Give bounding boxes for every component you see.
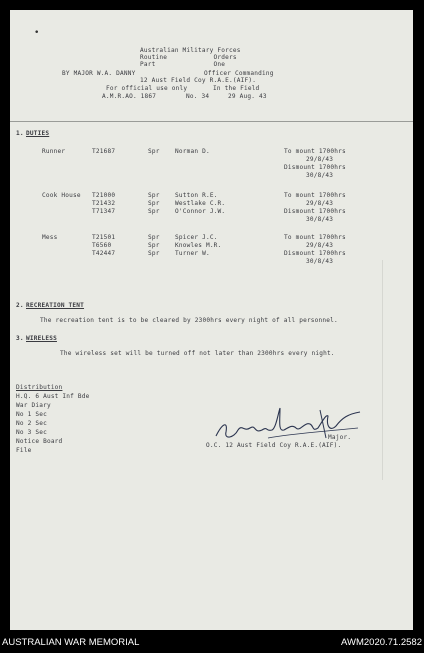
duty-note: To mount 1700hrs xyxy=(284,192,346,199)
footer-archive-name: AUSTRALIAN WAR MEMORIAL xyxy=(2,637,140,648)
duty-note: Dismount 1700hrs xyxy=(284,164,346,171)
signature-title: O.C. 12 Aust Field Coy R.A.E.(AIF). xyxy=(206,442,342,449)
duty-note: 30/8/43 xyxy=(306,216,334,223)
duty-note: Dismount 1700hrs xyxy=(284,208,346,215)
duty-rank: Spr xyxy=(148,148,160,155)
header-no: No. 34 xyxy=(186,93,210,100)
duty-rank: Spr xyxy=(148,234,160,241)
header-official: For official use only xyxy=(106,85,188,92)
header-date: 29 Aug. 43 xyxy=(228,93,267,100)
paper-crease xyxy=(382,260,383,480)
header-line-2: Routine Orders xyxy=(140,54,237,61)
duty-person: Sutton R.E. xyxy=(175,192,218,199)
duty-num: T6560 xyxy=(92,242,112,249)
duty-num: T21687 xyxy=(92,148,116,155)
header-unit: 12 Aust Field Coy R.A.E.(AIF). xyxy=(140,77,257,84)
duty-num: T71347 xyxy=(92,208,116,215)
duty-person: Norman D. xyxy=(175,148,210,155)
header-officer: Officer Commanding xyxy=(204,70,274,77)
duty-group-mess: Mess xyxy=(42,234,58,241)
duty-rank: Spr xyxy=(148,242,160,249)
distribution-item: No 2 Sec xyxy=(16,420,47,427)
divider-top xyxy=(10,121,413,122)
section-2-num: 2. xyxy=(16,302,24,309)
distribution-item: War Diary xyxy=(16,402,51,409)
hole-punch-mark: • xyxy=(34,28,40,38)
duties-heading: DUTIES xyxy=(26,130,50,137)
duty-rank: Spr xyxy=(148,192,160,199)
duty-person: Knowles M.R. xyxy=(175,242,222,249)
duty-num: T42447 xyxy=(92,250,116,257)
distribution-item: No 1 Sec xyxy=(16,411,47,418)
duty-group-runner: Runner xyxy=(42,148,66,155)
footer-accession-number: AWM2020.71.2582 xyxy=(341,637,422,648)
duty-num: T21501 xyxy=(92,234,116,241)
section-3-text: The wireless set will be turned off not later than 2300hrs every night. xyxy=(60,350,335,357)
duty-rank: Spr xyxy=(148,200,160,207)
duty-note: 29/8/43 xyxy=(306,156,334,163)
duty-note: 29/8/43 xyxy=(306,200,334,207)
header-line-1: Australian Military Forces xyxy=(140,47,241,54)
distribution-heading: Distribution xyxy=(16,384,63,391)
duty-note: 30/8/43 xyxy=(306,172,334,179)
duty-group-cook-house: Cook House xyxy=(42,192,81,199)
duty-note: 30/8/43 xyxy=(306,258,334,265)
distribution-item: File xyxy=(16,447,32,454)
duty-person: Turner W. xyxy=(175,250,210,257)
duty-note: Dismount 1700hrs xyxy=(284,250,346,257)
signature-rank: Major. xyxy=(328,434,352,441)
duty-note: 29/8/43 xyxy=(306,242,334,249)
header-ref: A.M.R.AO. 1867 xyxy=(102,93,157,100)
section-2-text: The recreation tent is to be cleared by 2300hrs every night of all personnel. xyxy=(40,317,338,324)
duty-person: Spicer J.C. xyxy=(175,234,218,241)
duty-person: Westlake C.R. xyxy=(175,200,226,207)
header-field: In the Field xyxy=(213,85,260,92)
section-2-heading: RECREATION TENT xyxy=(26,302,85,309)
section-3-heading: WIRELESS xyxy=(26,335,57,342)
distribution-item: Notice Board xyxy=(16,438,63,445)
duty-rank: Spr xyxy=(148,208,160,215)
header-by-line: BY MAJOR W.A. DANNY xyxy=(62,70,136,77)
section-3-num: 3. xyxy=(16,335,24,342)
duty-person: O'Connor J.W. xyxy=(175,208,226,215)
duty-num: T21000 xyxy=(92,192,116,199)
duties-num: 1. xyxy=(16,130,24,137)
duty-num: T21432 xyxy=(92,200,116,207)
distribution-item: H.Q. 6 Aust Inf Bde xyxy=(16,393,90,400)
duty-note: To mount 1700hrs xyxy=(284,234,346,241)
document-page xyxy=(10,10,413,630)
header-line-3: Part One xyxy=(140,61,226,68)
distribution-item: No 3 Sec xyxy=(16,429,47,436)
duty-rank: Spr xyxy=(148,250,160,257)
duty-note: To mount 1700hrs xyxy=(284,148,346,155)
